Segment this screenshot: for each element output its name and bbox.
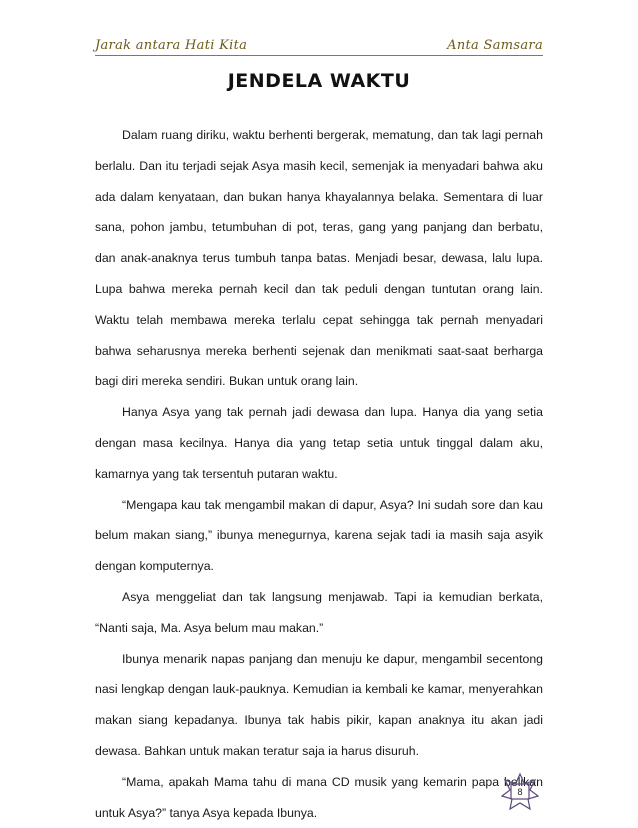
paragraph: “Mama, apakah Mama tahu di mana CD musik yang kemarin papa belikan untuk Asya?” tanya Asya kepada Ibunya. — [95, 774, 543, 820]
author-name: Anta Samsara — [447, 38, 543, 53]
paragraph: “Mengapa kau tak mengambil makan di dapur, Asya? Ini sudah sore dan kau belum makan siang,” ibunya menegurnya, karena sejak tadi ia masih saja asyik dengan komputernya. — [95, 497, 543, 574]
book-title: Jarak antara Hati Kita — [95, 38, 248, 53]
paragraph: Ibunya menarik napas panjang dan menuju ke dapur, mengambil secentong nasi lengkap dengan lauk-pauknya. Kemudian ia kembali ke kamar, menyerahkan makan siang kepadanya. Ibunya tak habis pikir, kapan anaknya itu akan jadi dewasa. Bahkan untuk makan teratur saja ia harus disuruh. — [95, 651, 543, 758]
chapter-body — [95, 120, 543, 828]
page-number: 8 — [517, 787, 523, 797]
running-header — [95, 38, 543, 56]
paragraph: Hanya Asya yang tak pernah jadi dewasa dan lupa. Hanya dia yang setia dengan masa kecilnya. Hanya dia yang tetap setia untuk tinggal dalam aku, kamarnya yang tak tersentuh putaran waktu. — [95, 405, 543, 481]
paragraph: Dalam ruang diriku, waktu berhenti bergerak, mematung, dan tak lagi pernah berlalu. Dan itu terjadi sejak Asya masih kecil, semenjak ia menyadari bahwa aku ada dalam kenyataan, dan bukan hanya khayalannya belaka. Sementara di luar sana, pohon jambu, tetumbuhan di pot, teras, gang yang panjang dan berbatu, dan anak-anaknya terus tumbuh tanpa batas. Menjadi besar, dewasa, lalu lupa. Lupa bahwa mereka pernah kecil dan tak peduli dengan tuntutan orang lain. Waktu telah membawa mereka terlalu cepat sehingga tak pernah menyadari bahwa seharusnya mereka berhenti sejenak dan menikmati saat-saat berharga bagi diri mereka sendiri. Bukan untuk orang lain. — [95, 128, 543, 389]
header-divider — [95, 55, 543, 56]
chapter-title: JENDELA WAKTU — [227, 70, 411, 92]
paragraph: Asya menggeliat dan tak langsung menjawab. Tapi ia kemudian berkata, “Nanti saja, Ma. Asya belum mau makan.” — [95, 589, 543, 635]
